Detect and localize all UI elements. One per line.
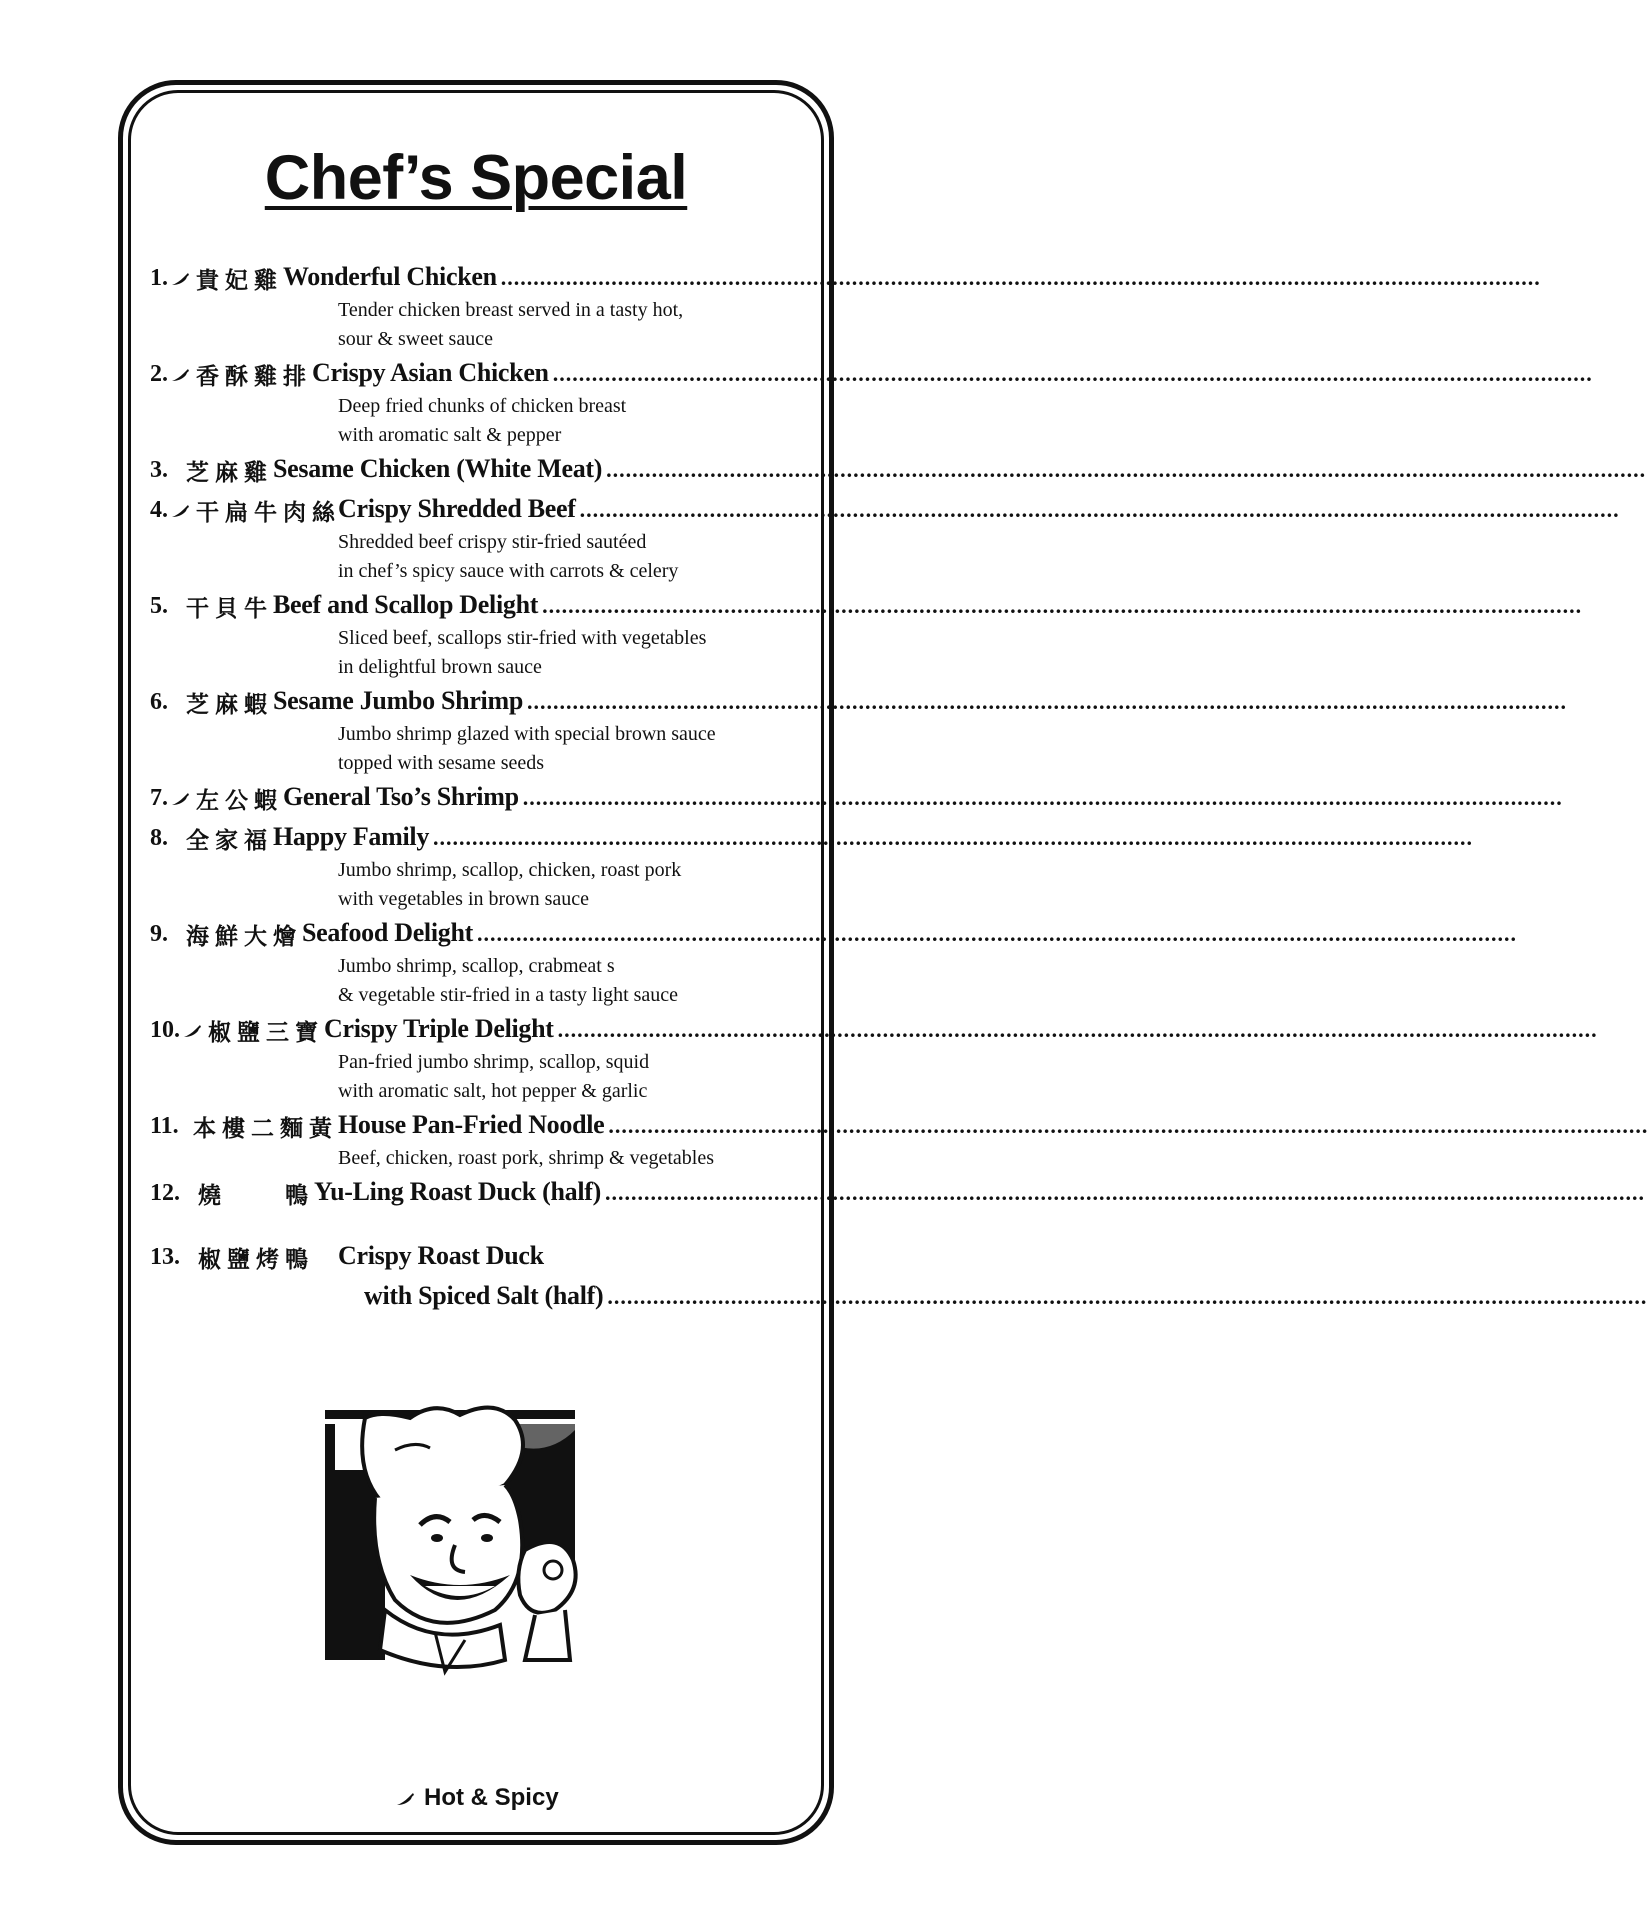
item-description-line: topped with sesame seeds <box>338 752 545 774</box>
menu-item <box>150 918 1518 1010</box>
item-name-line <box>314 1177 1645 1207</box>
chili-pepper-icon <box>170 792 190 806</box>
menu-item <box>150 822 1474 914</box>
item-name: House Pan-Fried Noodle <box>338 1110 605 1139</box>
item-name-continued: with Spiced Salt (half) <box>364 1281 604 1310</box>
price-leader-dots: ................................................................................................................................................................ <box>433 825 1474 850</box>
price-leader-dots: ................................................................................................................................................................ <box>579 497 1620 522</box>
menu-item <box>150 1241 1648 1321</box>
menu-item <box>150 262 1541 354</box>
item-number-group <box>150 1110 338 1143</box>
item-description-line: Sliced beef, scallops stir-fried with vegetables <box>338 627 707 649</box>
item-chinese-name: 全家福 <box>186 828 273 854</box>
item-description-line: in delightful brown sauce <box>338 656 542 678</box>
item-name: General Tso’s Shrimp <box>283 782 519 811</box>
menu-item <box>150 1110 1648 1173</box>
item-number: 3. <box>150 457 168 483</box>
item-number: 4. <box>150 497 168 523</box>
item-name-line <box>302 918 1517 948</box>
item-chinese-name: 干扁牛肉絲 <box>196 500 341 526</box>
price-leader-dots: ................................................................................................................................................................ <box>604 1180 1645 1205</box>
item-number: 6. <box>150 689 168 715</box>
item-name: Sesame Chicken (White Meat) <box>273 454 603 483</box>
item-name-line <box>283 262 1541 292</box>
item-name-line <box>273 822 1473 852</box>
price-leader-dots: ................................................................................................................................................................ <box>552 361 1593 386</box>
item-number: 5. <box>150 593 168 619</box>
item-name-line <box>273 686 1567 716</box>
item-number-group <box>150 822 273 855</box>
item-name: Wonderful Chicken <box>283 262 497 291</box>
item-number-group <box>150 1177 314 1210</box>
item-name: Happy Family <box>273 822 430 851</box>
item-name: Beef and Scallop Delight <box>273 590 539 619</box>
item-name: Crispy Asian Chicken <box>312 358 549 387</box>
item-description-line: Tender chicken breast served in a tasty hot, <box>338 299 684 321</box>
chili-pepper-icon <box>170 368 190 382</box>
item-name: Crispy Roast Duck <box>338 1241 544 1270</box>
item-name-line-2 <box>364 1281 1648 1321</box>
item-number-group <box>150 1241 338 1274</box>
item-name: Yu-Ling Roast Duck (half) <box>314 1177 601 1206</box>
item-name: Crispy Triple Delight <box>324 1014 554 1043</box>
item-name-line <box>312 358 1593 388</box>
item-description-line: & vegetable stir-fried in a tasty light sauce <box>338 984 679 1006</box>
item-description-line: Jumbo shrimp, scallop, crabmeat s <box>338 955 615 977</box>
price-leader-dots: ................................................................................................................................................................ <box>477 921 1518 946</box>
item-description-line: Beef, chicken, roast pork, shrimp & vegetables <box>338 1147 714 1169</box>
item-chinese-name: 左公蝦 <box>196 788 283 814</box>
price-leader-dots: ................................................................................................................................................................ <box>607 1284 1648 1309</box>
item-description <box>338 1144 790 1173</box>
item-number: 9. <box>150 921 168 947</box>
item-chinese-name: 貴妃雞 <box>196 268 283 294</box>
price-leader-dots: ................................................................................................................................................................ <box>527 689 1567 714</box>
item-number-group <box>150 782 283 815</box>
item-chinese-name: 本樓二麵黃 <box>193 1116 338 1142</box>
chili-pepper-icon <box>170 504 190 518</box>
item-name-line <box>338 494 1620 524</box>
item-name-line <box>273 590 1582 620</box>
item-description-line: Jumbo shrimp, scallop, chicken, roast pork <box>338 859 682 881</box>
item-description-line: Shredded beef crispy stir-fried sautéed <box>338 531 647 553</box>
price-leader-dots: ................................................................................................................................................................ <box>608 1113 1648 1138</box>
item-name-line <box>283 782 1563 812</box>
item-chinese-name: 椒鹽烤鴨 <box>198 1247 314 1273</box>
item-name: Crispy Shredded Beef <box>338 494 576 523</box>
item-number-group <box>150 590 273 623</box>
item-chinese-name: 海鮮大燴 <box>186 924 302 950</box>
item-description-line: with aromatic salt & pepper <box>338 424 562 446</box>
item-description-line: sour & sweet sauce <box>338 328 493 350</box>
item-description <box>338 952 790 1010</box>
item-number: 12. <box>150 1180 180 1206</box>
item-number: 7. <box>150 785 168 811</box>
item-number: 8. <box>150 825 168 851</box>
item-number-group <box>150 262 283 295</box>
item-description-line: Jumbo shrimp glazed with special brown sauce <box>338 723 716 745</box>
item-chinese-name: 香酥雞排 <box>196 364 312 390</box>
menu-item <box>150 782 1563 822</box>
item-description <box>338 720 790 778</box>
item-number-group <box>150 358 312 391</box>
chili-pepper-icon <box>170 272 190 286</box>
item-name: Seafood Delight <box>302 918 474 947</box>
menu-item <box>150 1177 1645 1217</box>
item-chinese-name: 芝麻蝦 <box>186 692 273 718</box>
item-name: Sesame Jumbo Shrimp <box>273 686 523 715</box>
item-chinese-name: 干貝牛 <box>186 596 273 622</box>
price-leader-dots: ................................................................................................................................................................ <box>557 1017 1598 1042</box>
item-description-line: Deep fried chunks of chicken breast <box>338 395 627 417</box>
item-name-line <box>324 1014 1598 1044</box>
spicy-legend <box>128 1784 824 1812</box>
item-number-group <box>150 918 302 951</box>
item-number: 13. <box>150 1244 180 1270</box>
menu-title: Chef’s Special <box>264 143 688 213</box>
chili-pepper-icon <box>395 1792 415 1806</box>
item-chinese-name: 燒 鴨 <box>198 1183 314 1209</box>
item-number: 1. <box>150 265 168 291</box>
item-number-group <box>150 686 273 719</box>
item-number-group <box>150 1014 324 1047</box>
item-chinese-name: 芝麻雞 <box>186 460 273 486</box>
menu-item <box>150 494 1620 586</box>
item-description <box>338 392 790 450</box>
item-name-line <box>338 1110 1648 1140</box>
price-leader-dots: ................................................................................................................................................................ <box>522 785 1563 810</box>
item-number: 10. <box>150 1017 180 1043</box>
item-chinese-name: 椒鹽三寶 <box>208 1020 324 1046</box>
item-description-line: with vegetables in brown sauce <box>338 888 590 910</box>
item-name-line <box>273 454 1646 484</box>
menu-item <box>150 1014 1598 1106</box>
chef-illustration <box>325 1410 595 1680</box>
legend-label: Hot & Spicy <box>423 1784 559 1811</box>
item-number: 11. <box>150 1113 179 1139</box>
menu-item <box>150 358 1593 450</box>
menu-item <box>150 590 1583 682</box>
price-leader-dots: ................................................................................................................................................................ <box>542 593 1583 618</box>
item-name-line <box>338 1241 790 1271</box>
item-description <box>338 624 790 682</box>
item-description <box>338 528 790 586</box>
item-number: 2. <box>150 361 168 387</box>
item-number-group <box>150 494 341 527</box>
item-description-line: with aromatic salt, hot pepper & garlic <box>338 1080 648 1102</box>
item-number-group <box>150 454 273 487</box>
item-description <box>338 1048 790 1106</box>
menu-item <box>150 686 1567 778</box>
menu-item <box>150 454 1647 494</box>
menu-list <box>150 262 1648 1321</box>
item-description <box>338 296 790 354</box>
item-description-line: Pan-fried jumbo shrimp, scallop, squid <box>338 1051 650 1073</box>
price-leader-dots: ................................................................................................................................................................ <box>606 457 1647 482</box>
chili-pepper-icon <box>182 1024 202 1038</box>
item-description-line: in chef’s spicy sauce with carrots & celery <box>338 560 679 582</box>
item-description <box>338 856 790 914</box>
price-leader-dots: ................................................................................................................................................................ <box>500 265 1541 290</box>
